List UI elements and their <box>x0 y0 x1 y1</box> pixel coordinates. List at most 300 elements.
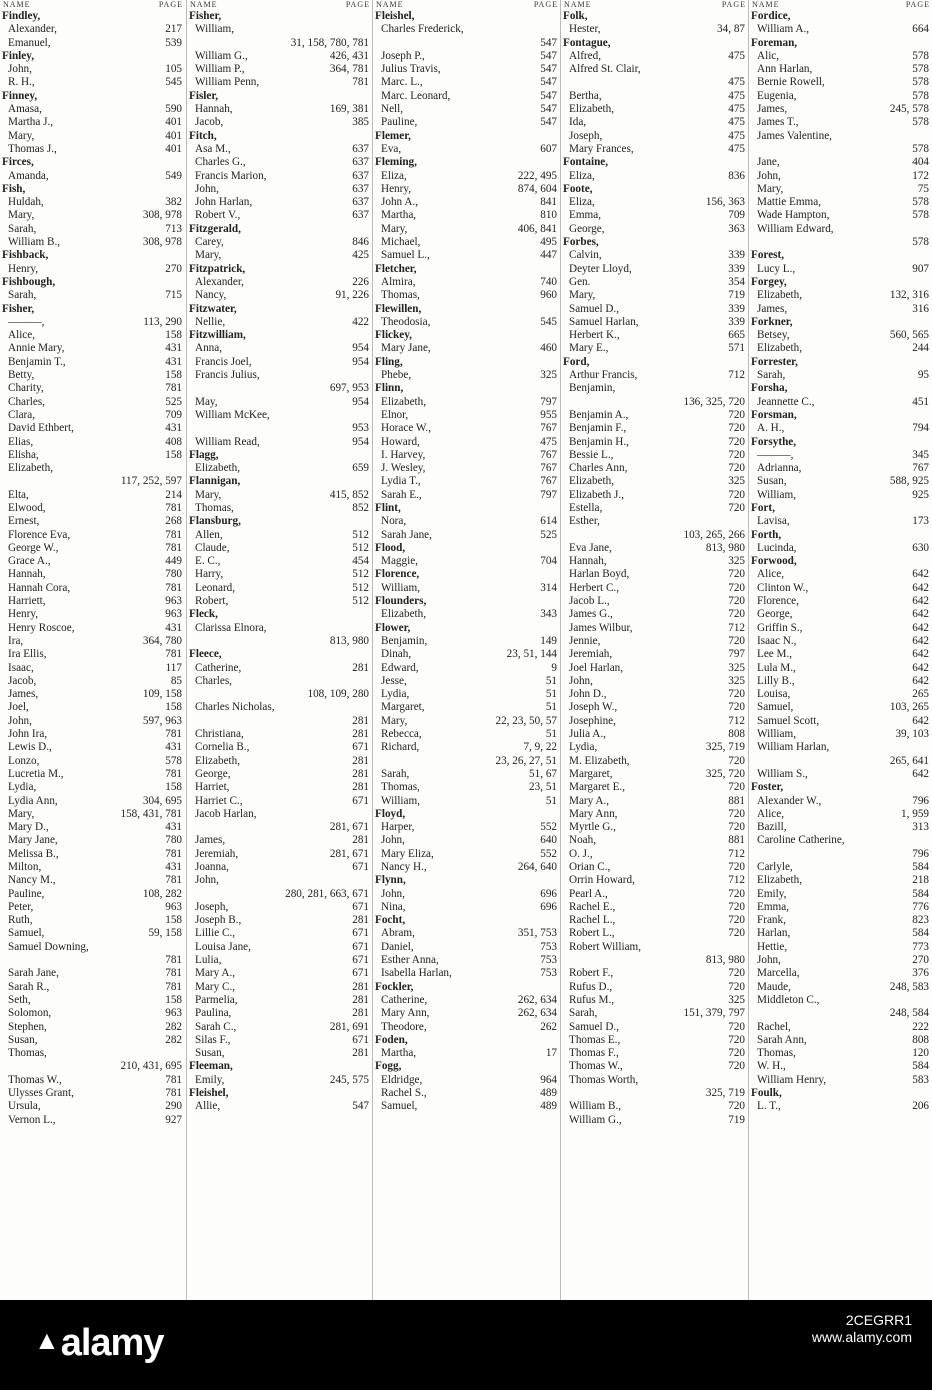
index-entry <box>187 529 373 542</box>
entry-page-numbers: 720 <box>728 887 745 900</box>
page-continuation <box>373 37 561 50</box>
entry-name: Benjamin T., <box>8 355 66 368</box>
page-continuation <box>187 888 373 901</box>
entry-page-numbers: 720 <box>728 701 745 714</box>
entry-page-numbers: 475 <box>728 129 745 142</box>
entry-name: Estella, <box>569 501 603 514</box>
page-continuation <box>749 848 932 861</box>
page-continuation <box>561 529 749 542</box>
index-entry <box>187 582 373 595</box>
entry-name: Mary, <box>381 222 408 235</box>
index-entry <box>0 143 186 156</box>
index-entry <box>561 874 749 887</box>
entry-page-numbers: 408 <box>165 435 182 448</box>
entry-name: Mary, <box>8 807 35 820</box>
entry-name: Thomas, <box>381 781 420 794</box>
entry-name: Thomas, <box>195 501 234 514</box>
index-entry <box>749 90 932 103</box>
entry-name: William McKee, <box>195 408 270 421</box>
entry-name: Elta, <box>8 488 29 501</box>
entry-page-numbers: 720 <box>728 1060 745 1073</box>
entry-name: Fish, <box>2 182 26 195</box>
index-entry <box>561 1047 749 1060</box>
entry-page-numbers: 431 <box>165 422 182 435</box>
index-entry <box>749 1100 932 1113</box>
entry-name: Harriet, <box>195 781 230 794</box>
entry-page-numbers: 108, 282 <box>142 887 182 900</box>
page-continuation <box>187 422 373 435</box>
entry-page-numbers: 431 <box>165 741 182 754</box>
entry-page-numbers: 325 <box>728 475 745 488</box>
index-entry <box>0 768 186 781</box>
entry-page-numbers: 325 <box>728 674 745 687</box>
entry-page-numbers: 9 <box>551 661 557 674</box>
entry-name: Thomas E., <box>569 1033 621 1046</box>
index-entry <box>373 316 561 329</box>
entry-name: Elizabeth, <box>8 462 54 475</box>
entry-page-numbers: 262, 634 <box>517 1007 557 1020</box>
entry-page-numbers: 339 <box>728 262 745 275</box>
entry-name: Gen. <box>569 275 591 288</box>
entry-page-numbers: 117 <box>165 661 182 674</box>
index-entry <box>0 223 186 236</box>
surname-heading <box>373 156 561 169</box>
entry-name: Flower, <box>375 621 411 634</box>
page-continuation <box>0 1060 186 1073</box>
surname-heading <box>373 808 561 821</box>
index-entry <box>187 701 373 714</box>
entry-page-numbers: 281 <box>352 754 369 767</box>
entry-name: Thomas, <box>8 1047 47 1060</box>
entry-name: Marc. Leonard, <box>381 89 451 102</box>
entry-name: Catherine, <box>195 661 242 674</box>
entry-name: James, <box>8 688 39 701</box>
index-entry <box>0 37 186 50</box>
surname-heading <box>373 1060 561 1073</box>
index-entry <box>187 967 373 980</box>
entry-name: Susan, <box>757 475 787 488</box>
entry-name: E. C., <box>195 555 221 568</box>
index-entry <box>561 276 749 289</box>
entry-name: Lydia Ann, <box>8 794 58 807</box>
index-entry <box>749 63 932 76</box>
entry-name: Pearl A., <box>569 887 608 900</box>
index-entry <box>749 342 932 355</box>
index-entry <box>0 116 186 129</box>
surname-heading <box>749 37 932 50</box>
entry-page-numbers: 525 <box>165 395 182 408</box>
entry-page-numbers: 158 <box>165 993 182 1006</box>
surname-heading <box>749 555 932 568</box>
page-continuation <box>187 821 373 834</box>
index-entry <box>0 449 186 462</box>
entry-name: Rufus M., <box>569 993 615 1006</box>
entry-page-numbers: 584 <box>912 1060 929 1073</box>
entry-page-numbers: 963 <box>165 900 182 913</box>
index-entry <box>561 50 749 63</box>
entry-name: Jane, <box>757 156 780 169</box>
index-entry <box>561 1007 749 1020</box>
entry-page-numbers: 547 <box>540 116 557 129</box>
entry-name: Fleeman, <box>189 1060 233 1073</box>
entry-name: Elizabeth, <box>381 608 427 621</box>
index-entry <box>187 595 373 608</box>
index-entry <box>373 821 561 834</box>
index-entry <box>0 741 186 754</box>
entry-page-numbers: 671 <box>352 927 369 940</box>
entry-name: Fisher, <box>189 10 222 22</box>
entry-page-numbers: 781 <box>165 967 182 980</box>
index-entry <box>187 914 373 927</box>
entry-name: William, <box>381 794 421 807</box>
index-entry <box>373 675 561 688</box>
index-entry <box>373 1007 561 1020</box>
page-heading: PAGE <box>158 0 183 9</box>
surname-heading <box>749 1087 932 1100</box>
entry-name: Sarah Jane, <box>381 528 432 541</box>
entry-page-numbers: 113, 290 <box>143 315 182 328</box>
entry-page-numbers: 797 <box>540 488 557 501</box>
entry-name: William, <box>381 581 421 594</box>
entry-page-numbers: 547 <box>540 103 557 116</box>
index-entry <box>561 409 749 422</box>
index-entry <box>187 542 373 555</box>
entry-page-numbers: 281 <box>352 980 369 993</box>
entry-name: John, <box>8 63 32 76</box>
entry-name: Charles G., <box>195 156 246 169</box>
entry-page-numbers: 343 <box>540 608 557 621</box>
entry-name: Susan, <box>195 1047 225 1060</box>
index-entry <box>0 981 186 994</box>
entry-name: Samuel D., <box>569 1020 620 1033</box>
entry-name: Stephen, <box>8 1020 47 1033</box>
index-entry <box>561 1074 749 1087</box>
entry-page-numbers: 781 <box>165 954 182 967</box>
entry-name: Benjamin, <box>381 634 428 647</box>
index-entry <box>749 116 932 129</box>
surname-heading <box>0 50 186 63</box>
entry-page-numbers: 525 <box>540 528 557 541</box>
index-entry <box>561 967 749 980</box>
index-entry <box>561 741 749 754</box>
entry-page-numbers: 539 <box>165 36 182 49</box>
index-entry <box>0 369 186 382</box>
entry-page-numbers: 781 <box>165 501 182 514</box>
entry-name: Findley, <box>2 10 41 22</box>
entry-page-numbers: 767 <box>540 448 557 461</box>
logo-triangle-icon: ▲ <box>34 1325 59 1355</box>
index-entry <box>373 116 561 129</box>
index-entry <box>0 728 186 741</box>
entry-page-numbers: 720 <box>728 422 745 435</box>
entry-page-numbers: 339 <box>728 249 745 262</box>
entry-page-numbers: 671 <box>352 900 369 913</box>
surname-heading <box>749 356 932 369</box>
index-entry <box>373 342 561 355</box>
index-entry <box>561 582 749 595</box>
entry-name: Phebe, <box>381 369 412 382</box>
entry-page-numbers: 308, 978 <box>142 236 182 249</box>
entry-page-numbers: 512 <box>352 568 369 581</box>
entry-name: Eliza, <box>569 169 595 182</box>
entry-page-numbers: 720 <box>728 581 745 594</box>
entry-page-numbers: 720 <box>728 781 745 794</box>
entry-page-numbers: 963 <box>165 1007 182 1020</box>
entry-name: Silas F., <box>195 1033 231 1046</box>
index-entry <box>0 675 186 688</box>
entry-name: William, <box>757 728 797 741</box>
entry-page-numbers: 797 <box>540 395 557 408</box>
index-entry <box>749 76 932 89</box>
entry-name: Frank, <box>757 914 786 927</box>
entry-page-numbers: 22, 23, 50, 57 <box>495 714 557 727</box>
entry-name: Mary A., <box>569 794 610 807</box>
index-entry <box>0 848 186 861</box>
entry-name: Paulina, <box>195 1007 232 1020</box>
entry-name: W. H., <box>757 1060 786 1073</box>
entry-name: Margaret, <box>569 767 613 780</box>
index-entry <box>561 382 749 395</box>
entry-name: Sarah, <box>569 1007 598 1020</box>
entry-name: William A., <box>757 23 810 36</box>
entry-page-numbers: 475 <box>728 76 745 89</box>
entry-name: Julius Travis, <box>381 63 441 76</box>
entry-page-numbers: 325 <box>728 555 745 568</box>
entry-page-numbers: 313 <box>912 821 929 834</box>
index-entry <box>0 834 186 847</box>
entry-name: Fockler, <box>375 980 414 993</box>
index-entry <box>187 116 373 129</box>
entry-name: Harriett, <box>8 595 46 608</box>
entry-name: Solomon, <box>8 1007 52 1020</box>
entry-page-numbers: 422 <box>352 315 369 328</box>
entry-name: Rufus D., <box>569 980 613 993</box>
entry-page-numbers: 281, 671 <box>329 821 369 834</box>
index-entry <box>749 209 932 222</box>
entry-name: Mary Jane, <box>381 342 431 355</box>
entry-name: John D., <box>569 688 607 701</box>
entry-name: Florence, <box>375 568 420 581</box>
entry-name: Alice, <box>8 329 36 342</box>
index-entry <box>561 316 749 329</box>
entry-name: Harlan, <box>757 927 791 940</box>
index-entry <box>561 662 749 675</box>
surname-heading <box>187 10 373 23</box>
entry-page-numbers: 720 <box>728 980 745 993</box>
entry-name: Leonard, <box>195 581 236 594</box>
entry-name: Lucy L., <box>757 262 796 275</box>
index-entry <box>373 688 561 701</box>
index-entry <box>749 542 932 555</box>
entry-name: Fishbough, <box>2 275 56 288</box>
index-entry <box>749 568 932 581</box>
index-column <box>372 0 561 1300</box>
entry-page-numbers: 642 <box>912 581 929 594</box>
index-entry <box>561 196 749 209</box>
entry-page-numbers: 7, 9, 22 <box>523 741 557 754</box>
entry-name: Vernon L., <box>8 1113 56 1126</box>
entry-page-numbers: 158 <box>165 701 182 714</box>
entry-page-numbers: 713 <box>165 222 182 235</box>
index-entry <box>373 529 561 542</box>
entry-name: Jeremiah, <box>569 648 613 661</box>
entry-name: Theodore, <box>381 1020 427 1033</box>
entry-page-numbers: 907 <box>912 262 929 275</box>
entry-name: Maude, <box>757 980 791 993</box>
index-entry <box>749 941 932 954</box>
entry-name: Seth, <box>8 993 31 1006</box>
entry-page-numbers: 642 <box>912 648 929 661</box>
entry-name: Nellie, <box>195 315 226 328</box>
page-continuation <box>187 382 373 395</box>
entry-page-numbers: 151, 379, 797 <box>683 1007 745 1020</box>
entry-page-numbers: 659 <box>352 462 369 475</box>
index-entry <box>561 502 749 515</box>
entry-page-numbers: 720 <box>728 608 745 621</box>
entry-page-numbers: 767 <box>540 475 557 488</box>
index-entry <box>373 967 561 980</box>
entry-page-numbers: 953 <box>352 422 369 435</box>
entry-page-numbers: 640 <box>540 834 557 847</box>
index-entry <box>561 422 749 435</box>
entry-name: Forbes, <box>563 236 599 249</box>
entry-name: Mary E., <box>569 342 609 355</box>
entry-name: Abram, <box>381 927 415 940</box>
index-entry <box>561 861 749 874</box>
entry-name: Michael, <box>381 236 421 249</box>
entry-page-numbers: 85 <box>170 674 182 687</box>
entry-name: I. Harvey, <box>381 448 426 461</box>
index-entry <box>561 688 749 701</box>
index-entry <box>0 755 186 768</box>
entry-page-numbers: 325 <box>540 369 557 382</box>
entry-name: Milton, <box>8 861 42 873</box>
column-header <box>749 0 932 10</box>
index-entry <box>373 861 561 874</box>
entry-page-numbers: 637 <box>352 142 369 155</box>
entry-page-numbers: 364, 781 <box>329 63 369 76</box>
entry-page-numbers: 158 <box>165 448 182 461</box>
entry-name: Samuel, <box>8 927 45 940</box>
index-entry <box>187 1047 373 1060</box>
entry-page-numbers: 664 <box>912 23 929 36</box>
index-entry <box>749 329 932 342</box>
entry-name: William G., <box>195 49 248 62</box>
entry-name: Elizabeth, <box>757 342 803 355</box>
index-entry <box>561 515 749 528</box>
entry-name: Mary, <box>757 182 784 195</box>
entry-page-numbers: 720 <box>728 861 745 873</box>
entry-name: Charles Ann, <box>569 462 628 475</box>
entry-name: Harper, <box>381 821 415 834</box>
site-url[interactable]: www.alamy.com <box>811 1329 912 1345</box>
entry-name: Margaret E., <box>569 781 626 794</box>
entry-name: George, <box>569 222 605 235</box>
surname-heading <box>0 156 186 169</box>
entry-name: Thomas W., <box>569 1060 623 1073</box>
entry-name: Alic, <box>757 49 780 62</box>
index-entry <box>561 981 749 994</box>
entry-name: Fleishel, <box>375 10 415 22</box>
entry-name: Esther, <box>569 515 600 528</box>
page-continuation <box>749 755 932 768</box>
entry-name: Peter, <box>8 900 34 913</box>
entry-name: Alice, <box>757 568 785 581</box>
index-entry <box>373 781 561 794</box>
entry-name: Elias, <box>8 435 34 448</box>
index-entry <box>749 795 932 808</box>
index-entry <box>373 728 561 741</box>
entry-name: Hester, <box>569 23 601 36</box>
index-entry <box>373 1100 561 1113</box>
entry-page-numbers: 671 <box>352 741 369 754</box>
page-continuation <box>187 715 373 728</box>
index-entry <box>0 103 186 116</box>
entry-name: Hannah, <box>195 103 233 116</box>
index-entry <box>0 502 186 515</box>
entry-page-numbers: 489 <box>540 1087 557 1100</box>
index-entry <box>373 954 561 967</box>
index-entry <box>749 701 932 714</box>
entry-name: Lillie C., <box>195 927 236 940</box>
index-entry <box>187 874 373 887</box>
index-entry <box>373 608 561 621</box>
entry-name: Almira, <box>381 275 416 288</box>
page-continuation <box>187 635 373 648</box>
index-entry <box>749 954 932 967</box>
entry-name: Mary Frances, <box>569 142 634 155</box>
index-entry <box>561 888 749 901</box>
entry-page-numbers: 720 <box>728 408 745 421</box>
index-entry <box>749 834 932 847</box>
index-entry <box>561 795 749 808</box>
index-column <box>0 0 186 1300</box>
entry-page-numbers: 244 <box>912 342 929 355</box>
entry-page-numbers: 512 <box>352 581 369 594</box>
entry-page-numbers: 308, 978 <box>142 209 182 222</box>
index-entry <box>187 1074 373 1087</box>
index-entry <box>749 888 932 901</box>
page-continuation <box>561 76 749 89</box>
entry-page-numbers: 304, 695 <box>142 794 182 807</box>
surname-heading <box>749 436 932 449</box>
entry-page-numbers: 852 <box>352 501 369 514</box>
entry-page-numbers: 720 <box>728 1020 745 1033</box>
entry-page-numbers: 415, 852 <box>329 488 369 501</box>
entry-name: Fletcher, <box>375 262 417 275</box>
entry-page-numbers: 91, 226 <box>335 289 369 302</box>
index-entry <box>0 608 186 621</box>
surname-heading <box>187 223 373 236</box>
entry-page-numbers: 810 <box>540 209 557 222</box>
index-entry <box>749 901 932 914</box>
index-entry <box>187 236 373 249</box>
entry-page-numbers: 578 <box>912 142 929 155</box>
entry-name: Fisler, <box>189 89 219 102</box>
entry-name: Rebecca, <box>381 728 422 741</box>
index-entry <box>0 568 186 581</box>
index-entry <box>0 329 186 342</box>
alamy-logo[interactable]: ▲alamy <box>34 1322 164 1364</box>
entry-page-numbers: 226 <box>352 275 369 288</box>
entry-page-numbers: 495 <box>540 236 557 249</box>
entry-page-numbers: 281 <box>352 914 369 927</box>
entry-page-numbers: 95 <box>917 369 929 382</box>
entry-name: Henry Roscoe, <box>8 621 75 634</box>
entry-page-numbers: 281 <box>352 1007 369 1020</box>
entry-name: Joseph, <box>195 900 229 913</box>
surname-heading <box>373 329 561 342</box>
